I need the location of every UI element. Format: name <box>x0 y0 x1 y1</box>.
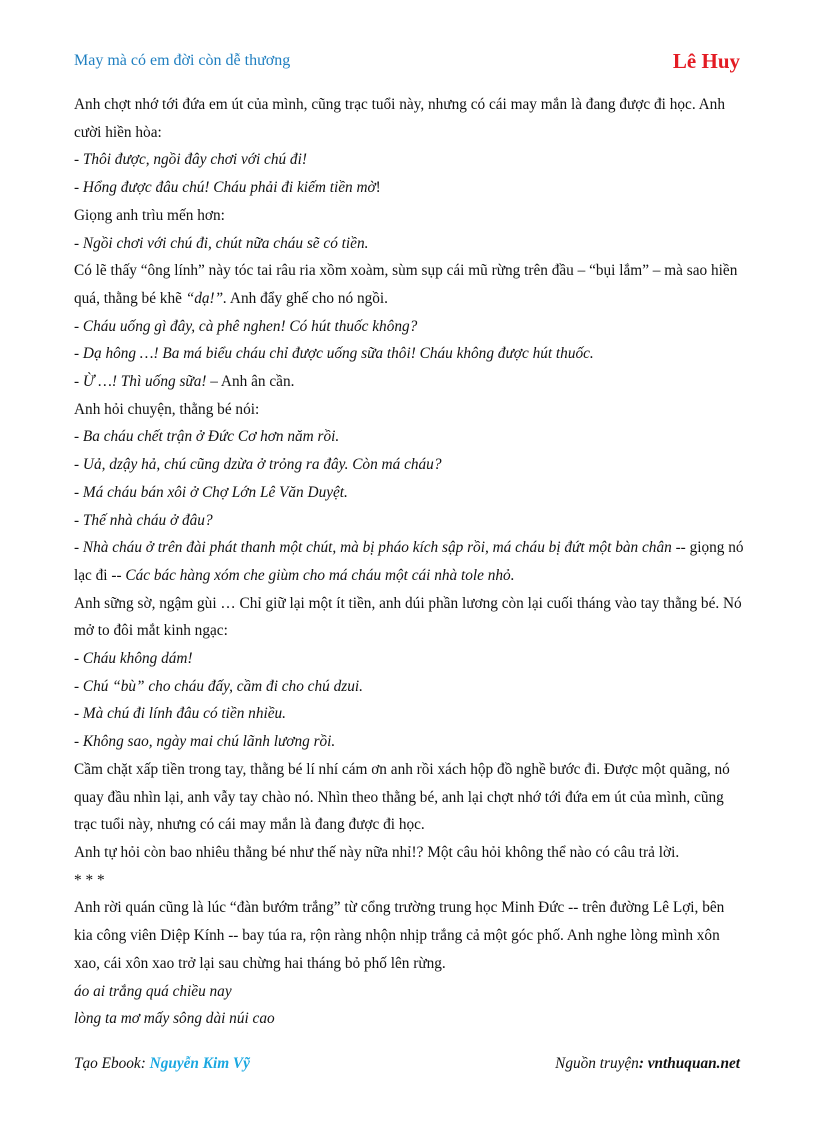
story-paragraph <box>74 423 746 451</box>
story-paragraph <box>74 396 746 424</box>
story-paragraph <box>74 728 746 756</box>
plain-text: – Anh ân cần. <box>206 373 295 391</box>
italic-text: - Chú “bù” cho cháu đấy, cầm đi cho chú dzui. <box>74 677 363 695</box>
story-paragraph <box>74 368 746 396</box>
plain-text: Giọng anh trìu mến hơn: <box>74 206 225 224</box>
italic-text: - Không sao, ngày mai chú lãnh lương rồi. <box>74 733 336 751</box>
story-paragraph <box>74 313 746 341</box>
story-paragraph <box>74 91 746 146</box>
italic-text: - Cháu không dám! <box>74 650 193 668</box>
italic-text: - Ừ …! Thì uống sữa! <box>74 373 207 391</box>
italic-text: - Thế nhà cháu ở đâu? <box>74 511 213 529</box>
story-paragraph <box>74 507 746 535</box>
italic-text: - Hổng được đâu chú! Cháu phải đi kiếm tiền mờ <box>74 179 376 197</box>
book-title: May mà có em đời còn dễ thương <box>74 52 291 69</box>
story-paragraph <box>74 978 746 1006</box>
story-paragraph <box>74 340 746 368</box>
italic-text: Các bác hàng xóm che giùm cho má cháu một cái nhà tole nhỏ. <box>125 566 515 584</box>
story-paragraph <box>74 1005 746 1033</box>
plain-text: giọng nó lạc đi -- <box>74 539 744 584</box>
plain-text: Anh hỏi chuyện, thằng bé nói: <box>74 400 260 418</box>
plain-text: * * * <box>74 871 105 889</box>
author-name: Lê Huy <box>672 49 740 73</box>
source-credit <box>555 1055 740 1073</box>
story-paragraph <box>74 756 746 839</box>
story-paragraph <box>74 839 746 867</box>
story-paragraph <box>74 174 746 202</box>
italic-text: lòng ta mơ mấy sông dài núi cao <box>74 1010 275 1028</box>
italic-text: - Ba cháu chết trận ở Đức Cơ hơn năm rồi. <box>74 428 340 446</box>
italic-text: - Ngồi chơi với chú đi, chút nữa cháu sẽ có tiền. <box>74 234 369 252</box>
story-paragraph <box>74 230 746 258</box>
story-paragraph <box>74 202 746 230</box>
italic-text: - Mà chú đi lính đâu có tiền nhiều. <box>74 705 286 723</box>
story-body <box>74 91 746 1033</box>
story-paragraph <box>74 645 746 673</box>
italic-text: - Dạ hông …! Ba má biểu cháu chỉ được uống sữa thôi! Cháu không được hút thuốc. <box>74 345 594 363</box>
italic-text: “dạ!”. <box>185 289 227 307</box>
ebook-separator: : <box>140 1055 150 1072</box>
story-paragraph <box>74 590 746 645</box>
italic-text: - Thôi được, ngồi đây chơi với chú đi! <box>74 151 307 169</box>
story-paragraph <box>74 146 746 174</box>
story-paragraph <box>74 257 746 312</box>
story-paragraph <box>74 479 746 507</box>
source-site[interactable]: vnthuquan.net <box>647 1055 740 1072</box>
italic-text: - Uả, dzậy hả, chú cũng dzừa ở trỏng ra đây. Còn má cháu? <box>74 456 442 474</box>
plain-text: ! <box>375 179 381 197</box>
plain-text: Anh tự hỏi còn bao nhiêu thằng bé như thế này nữa nhỉ!? Một câu hỏi không thể nào có câu trả lời. <box>74 843 680 861</box>
plain-text: Anh chợt nhớ tới đứa em út của mình, cũng trạc tuổi này, nhưng có cái may mắn là đang được đi học. Anh cười hiền hòa: <box>74 96 725 141</box>
source-separator: : <box>638 1055 648 1072</box>
story-paragraph <box>74 700 746 728</box>
ebook-credit <box>74 1055 250 1073</box>
ebook-creator: Nguyễn Kim Vỹ <box>149 1055 250 1072</box>
story-paragraph <box>74 451 746 479</box>
plain-text: Có lẽ thấy “ông lính” này tóc tai râu ria xồm xoàm, sùm sụp cái mũ rừng trên đầu – “bụi lắm” – mà sao hiền quá, thằng bé khẽ <box>74 262 738 307</box>
story-paragraph <box>74 894 746 977</box>
plain-text: Cầm chặt xấp tiền trong tay, thằng bé lí nhí cám ơn anh rồi xách hộp đồ nghề bước đi. Được một quãng, nó quay đầu nhìn lại, anh vẫy tay chào nó. Nhìn theo thằng bé, anh lại chợt nhớ tới đứa em út của mình, cũng trạc tuổi này, nhưng có cái may mắn là đang được đi học. <box>74 760 730 834</box>
source-label: Nguồn truyện <box>555 1055 639 1072</box>
plain-text: Anh sững sờ, ngậm gùi … Chỉ giữ lại một ít tiền, anh dúi phần lương còn lại cuối tháng vào tay thằng bé. Nó mở to đôi mắt kinh ngạc: <box>74 594 742 640</box>
italic-text: áo ai trắng quá chiều nay <box>74 982 232 1000</box>
italic-text: - Má cháu bán xôi ở Chợ Lớn Lê Văn Duyệt. <box>74 483 348 501</box>
italic-text: - Cháu uống gì đây, cà phê nghen! Có hút thuốc không? <box>74 317 418 335</box>
italic-text: - Nhà cháu ở trên đài phát thanh một chút, mà bị pháo kích sập rồi, má cháu bị đứt một bàn chân -- <box>74 539 686 557</box>
plain-text: Anh rời quán cũng là lúc “đàn bướm trắng” từ cổng trường trung học Minh Đức -- trên đường Lê Lợi, bên kia công viên Diệp Kính -- bay túa ra, rộn ràng nhộn nhịp trắng cả một góc phố. Anh nghe lòng mình xôn xao, cái xôn xao trở lại sau chừng hai tháng bỏ phố lên rừng. <box>74 899 725 972</box>
ebook-label: Tạo Ebook <box>74 1055 141 1072</box>
plain-text: Anh đẩy ghế cho nó ngồi. <box>226 289 388 307</box>
story-paragraph <box>74 867 746 895</box>
story-paragraph <box>74 673 746 701</box>
story-paragraph <box>74 534 746 589</box>
